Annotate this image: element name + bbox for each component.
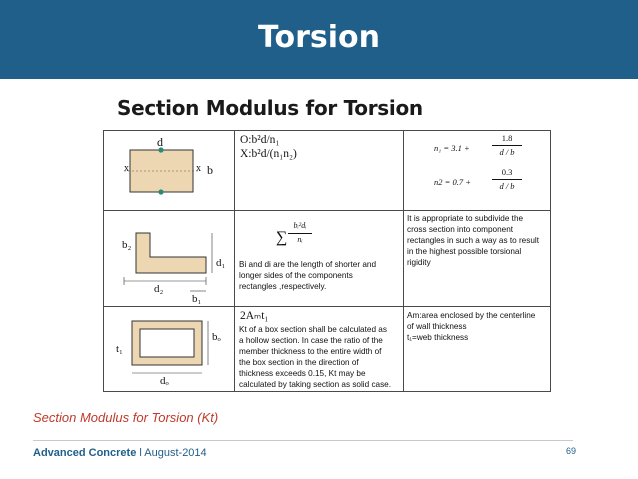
label-x-right: x — [196, 163, 201, 174]
page-number: 69 — [565, 446, 576, 456]
footer-course: Advanced Concrete — [33, 447, 137, 459]
formula-o: O:b²d/n₁ — [240, 134, 280, 146]
row2-note: It is appropriate to subdivide the cross section into component rectangles in such a way as to result in the highest possible torsional rigidity — [407, 214, 539, 267]
label-x-left: x — [124, 163, 129, 174]
n1-numerator: 1.8 — [501, 133, 513, 143]
n2-fraction-bar — [492, 179, 522, 180]
sum-symbol: ∑ — [276, 229, 288, 246]
label-d2: d₂ — [154, 283, 164, 295]
n2-denominator: d / b — [499, 181, 515, 191]
label-do: dₒ — [160, 375, 169, 387]
table-divider-2 — [403, 131, 404, 391]
sum-fraction-bar — [288, 233, 312, 234]
l-section-diagram — [104, 211, 234, 306]
n2-numerator: 0.3 — [501, 167, 513, 177]
section-modulus-table — [103, 130, 551, 392]
table-divider-1 — [234, 131, 235, 391]
row2-description: Bi and di are the length of shorter and longer sides of the components rectangles ,respectively. — [239, 260, 377, 291]
sum-numerator: bᵢ²dᵢ — [293, 221, 307, 230]
label-b1: b₁ — [192, 293, 202, 305]
footer-date: August-2014 — [144, 447, 207, 459]
footer-divider — [33, 440, 573, 441]
label-b2: b₂ — [122, 239, 132, 251]
footer — [33, 447, 207, 459]
label-t1: t₁ — [116, 343, 123, 355]
n2-lhs: n2 = 0.7 + — [434, 177, 471, 187]
label-d1: d₁ — [216, 257, 226, 269]
figure-caption: Section Modulus for Torsion (Kt) — [33, 410, 219, 425]
footer-separator: l — [139, 447, 145, 459]
row3-note: Am:area enclosed by the centerline of wall thickness t₁=web thickness — [407, 311, 536, 342]
box-formula: 2Aₘt₁ — [240, 310, 269, 322]
n1-denominator: d / b — [499, 147, 515, 157]
sum-denominator: nᵢ — [297, 235, 303, 244]
section-modulus-figure — [103, 92, 551, 394]
label-d: d — [157, 135, 163, 149]
figure-title: Section Modulus for Torsion — [117, 96, 423, 120]
formula-x: X:b²d/(n₁n₂) — [240, 148, 297, 160]
n1-fraction-bar — [492, 145, 522, 146]
label-bo: bₒ — [212, 331, 221, 343]
slide-title: Torsion — [258, 20, 380, 55]
n1-lhs: n₁ = 3.1 + — [434, 143, 470, 153]
box-section-diagram — [104, 307, 234, 393]
label-b: b — [207, 163, 213, 177]
row3-description: Kt of a box section shall be calculated as a hollow section. In case the ratio of the member thickness to the entire width of the box section in the direction of thickness exceeds 0.15, Kt may be calculated by taking section as solid case. — [239, 325, 392, 389]
